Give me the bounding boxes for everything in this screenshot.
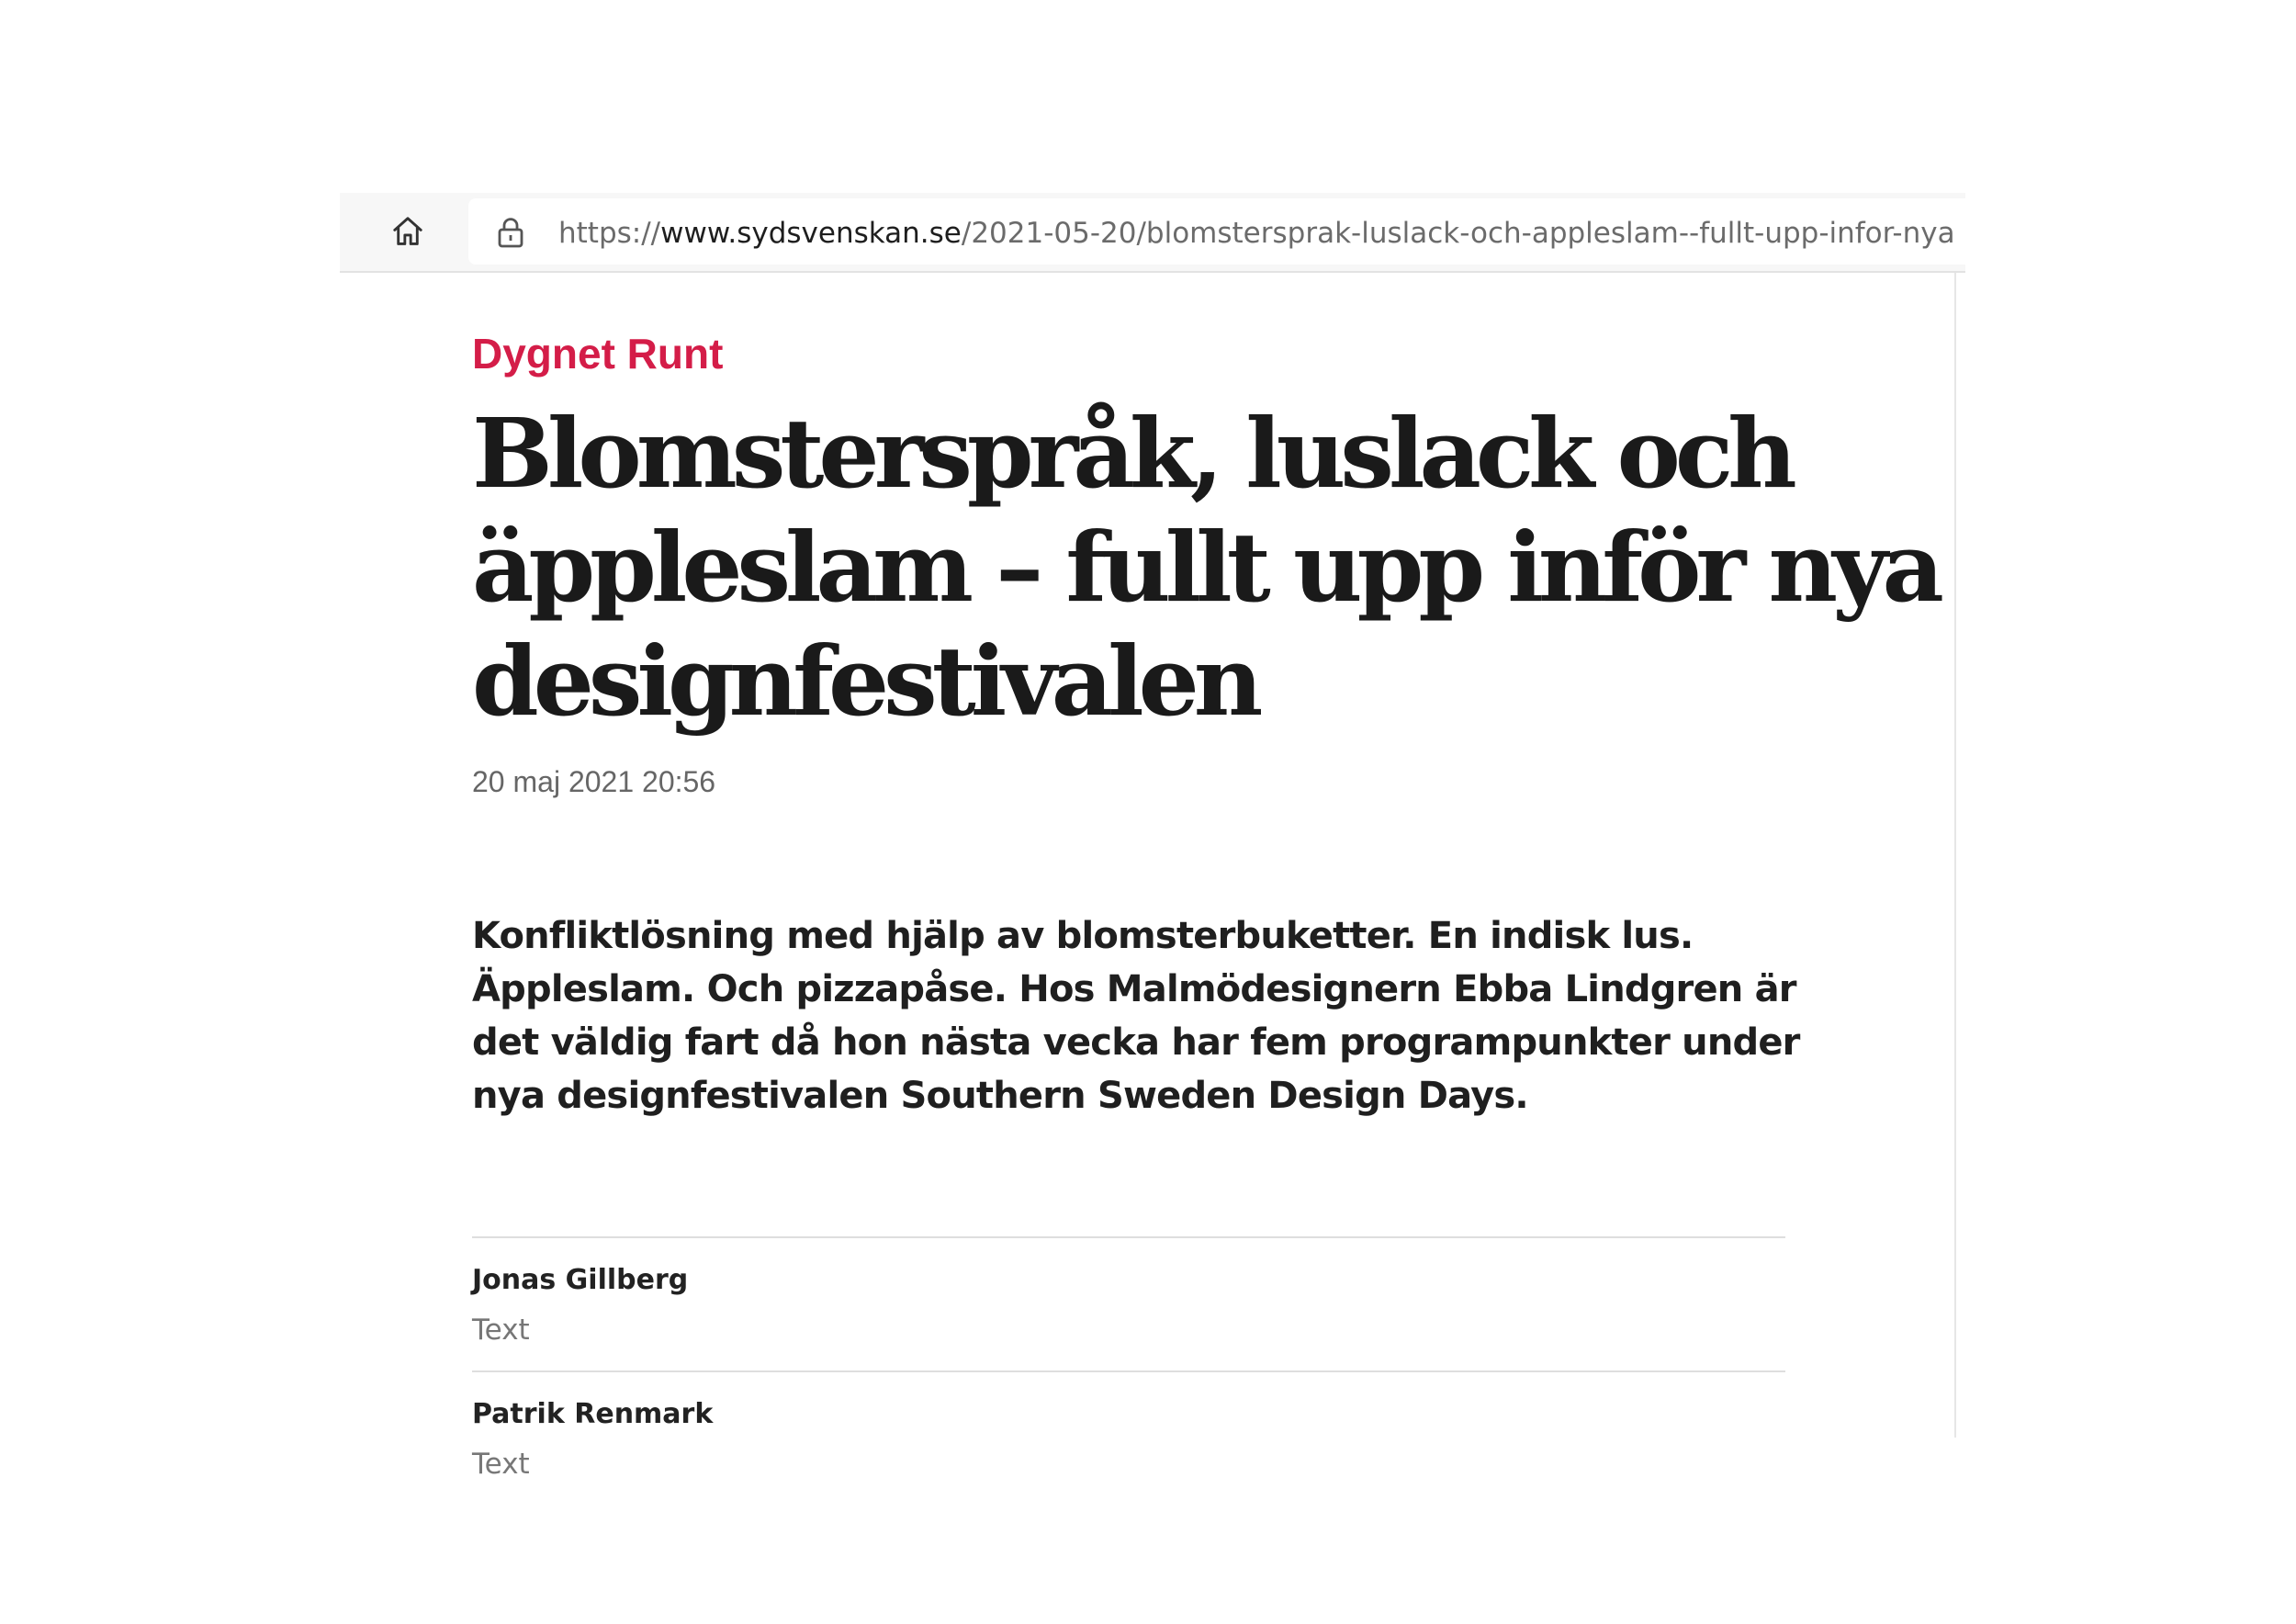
url-path: /2021-05-20/blomstersprak-luslack-och-appleslam--fullt-upp-infor-nya — [961, 217, 1955, 250]
page-viewport — [340, 273, 1956, 1481]
byline-role: Text — [472, 1448, 530, 1481]
byline-name[interactable]: Jonas Gillberg — [472, 1264, 689, 1296]
byline-item — [472, 1370, 1785, 1506]
browser-window — [340, 193, 1965, 1481]
byline-role: Text — [472, 1314, 530, 1347]
section-label[interactable]: Dygnet Runt — [472, 330, 724, 378]
article-lead: Konfliktlösning med hjälp av blomsterbuketter. En indisk lus. Äppleslam. Och pizzapåse. Hos Malmödesignern Ebba Lindgren är det väldig fart då hon nästa vecka har fem programpunkter under nya designfestivalen Southern Sweden Design Days. — [472, 915, 1800, 1117]
url-text[interactable] — [558, 215, 1955, 252]
article-headline: Blomsterspråk, luslack och äppleslam – fullt upp inför nya designfestivalen — [472, 397, 1939, 738]
byline-name[interactable]: Patrik Renmark — [472, 1398, 714, 1430]
home-icon — [390, 214, 425, 249]
url-scheme: https:// — [558, 217, 661, 250]
url-host: www.sydsvenskan.se — [660, 217, 962, 250]
publish-date: 20 maj 2021 20:56 — [472, 765, 716, 798]
address-bar[interactable] — [468, 198, 1965, 265]
byline-item — [472, 1236, 1785, 1372]
home-button[interactable] — [386, 209, 430, 254]
browser-toolbar — [340, 193, 1965, 273]
lock-icon — [496, 217, 525, 248]
